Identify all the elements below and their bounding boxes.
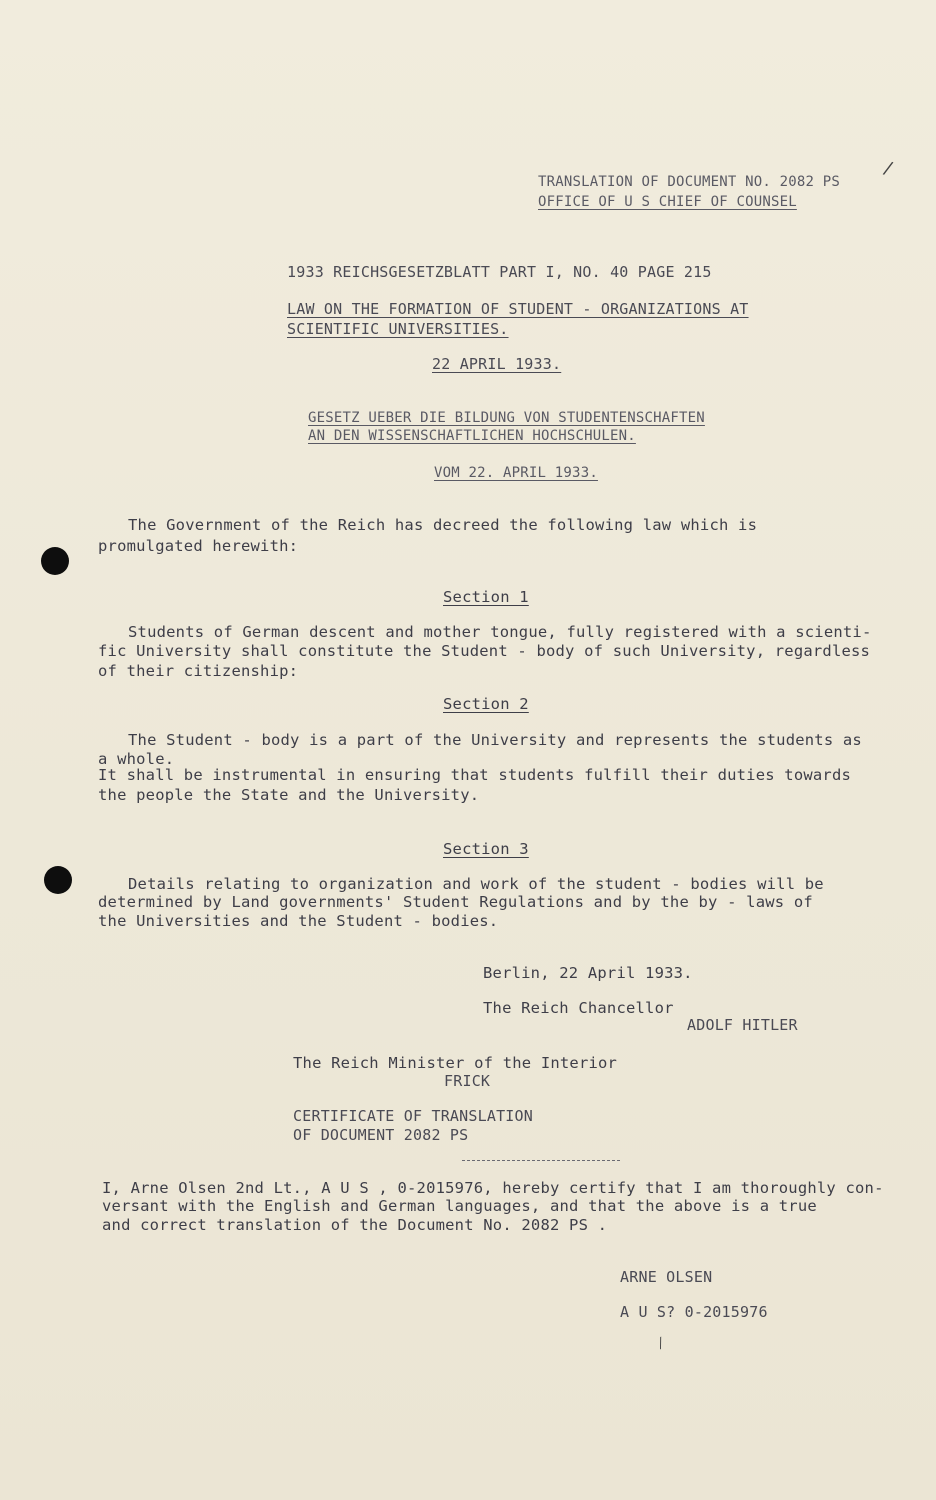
section-2-line-4: the people the State and the University. xyxy=(98,786,480,804)
punch-hole-top xyxy=(41,547,69,575)
section-2-line-3: It shall be instrumental in ensuring that students fulfill their duties towards xyxy=(98,766,852,784)
section-1-line-2: fic University shall constitute the Student - body of such University, regardless xyxy=(98,642,871,660)
translator-name: ARNE OLSEN xyxy=(620,1268,713,1286)
certificate-line-3: and correct translation of the Document No. 2082 PS . xyxy=(102,1216,608,1234)
place-and-date: Berlin, 22 April 1933. xyxy=(483,964,693,982)
pen-tick-mark: / xyxy=(881,157,895,180)
document-number-header: TRANSLATION OF DOCUMENT NO. 2082 PS xyxy=(538,174,841,190)
certificate-divider xyxy=(462,1160,620,1161)
minister-title: The Reich Minister of the Interior xyxy=(293,1054,618,1072)
section-2-line-2: a whole. xyxy=(98,750,175,768)
section-1-heading: Section 1 xyxy=(443,588,529,606)
section-2-heading: Section 2 xyxy=(443,695,529,713)
english-title-line-2: SCIENTIFIC UNIVERSITIES. xyxy=(287,320,509,338)
section-3-line-1: Details relating to organization and work of the student - bodies will be xyxy=(128,875,824,893)
chancellor-name: ADOLF HITLER xyxy=(687,1016,798,1034)
preamble-line-2: promulgated herewith: xyxy=(98,537,299,555)
section-2-line-1: The Student - body is a part of the University and represents the students as xyxy=(128,731,862,749)
minister-name: FRICK xyxy=(444,1072,491,1090)
certificate-line-1: I, Arne Olsen 2nd Lt., A U S , 0-2015976, hereby certify that I am thoroughly con- xyxy=(102,1179,884,1197)
certificate-heading-2: OF DOCUMENT 2082 PS xyxy=(293,1126,469,1144)
translator-serial: A U S? 0-2015976 xyxy=(620,1303,768,1321)
punch-hole-bottom xyxy=(44,866,72,894)
section-3-line-3: the Universities and the Student - bodies. xyxy=(98,912,499,930)
certificate-heading-1: CERTIFICATE OF TRANSLATION xyxy=(293,1107,533,1125)
office-header: OFFICE OF U S CHIEF OF COUNSEL xyxy=(538,194,797,210)
section-3-line-2: determined by Land governments' Student Regulations and by the by - laws of xyxy=(98,893,813,911)
preamble-line-1: The Government of the Reich has decreed the following law which is xyxy=(128,516,758,534)
section-1-line-1: Students of German descent and mother tongue, fully registered with a scienti- xyxy=(128,623,872,641)
english-title-line-1: LAW ON THE FORMATION OF STUDENT - ORGANIZATIONS AT xyxy=(287,300,749,318)
pen-mark-bottom: ⁄ xyxy=(656,1336,667,1352)
source-citation: 1933 REICHSGESETZBLATT PART I, NO. 40 PAGE 215 xyxy=(287,263,712,281)
german-title-line-1: GESETZ UEBER DIE BILDUNG VON STUDENTENSCHAFTEN xyxy=(308,410,705,426)
section-1-line-3: of their citizenship: xyxy=(98,662,299,680)
english-date: 22 APRIL 1933. xyxy=(432,355,562,373)
german-title-line-2: AN DEN WISSENSCHAFTLICHEN HOCHSCHULEN. xyxy=(308,428,636,444)
chancellor-title: The Reich Chancellor xyxy=(483,999,674,1017)
german-date: VOM 22. APRIL 1933. xyxy=(434,465,598,481)
certificate-line-2: versant with the English and German languages, and that the above is a true xyxy=(102,1197,817,1215)
section-3-heading: Section 3 xyxy=(443,840,529,858)
